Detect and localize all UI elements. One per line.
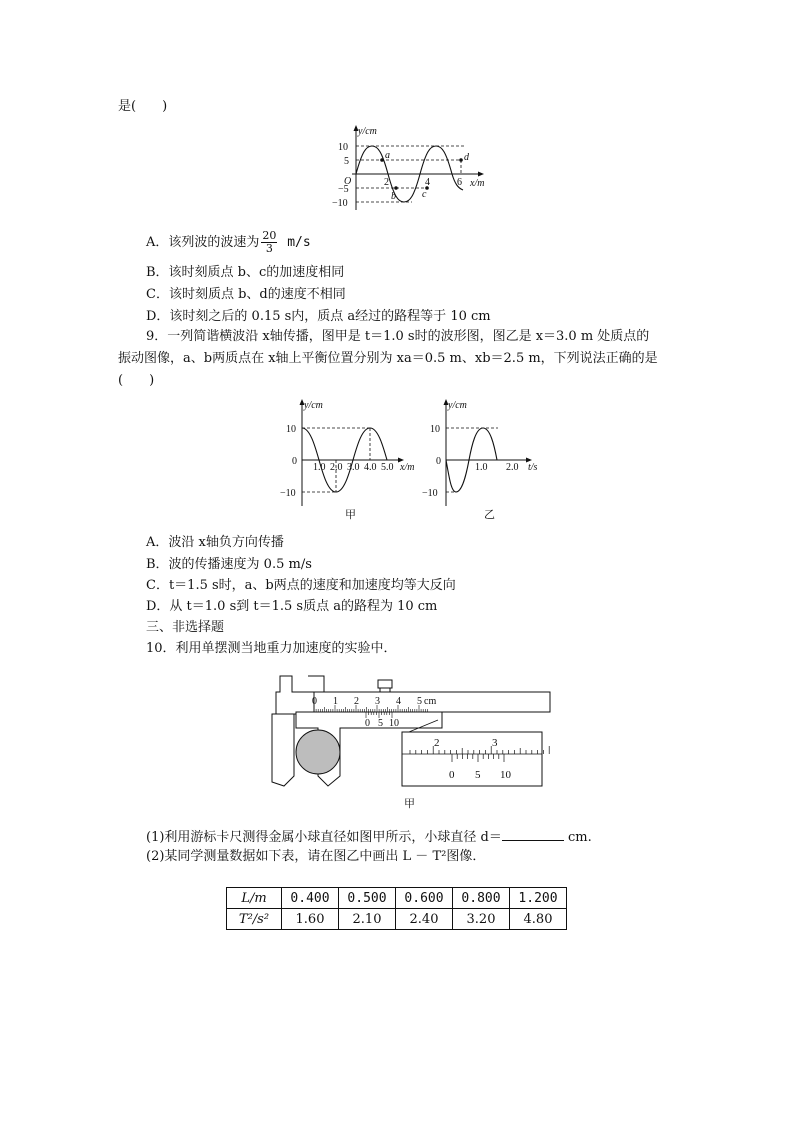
main-tick-3: 3 [375, 696, 380, 707]
q8-x-tick-4: 4 [425, 177, 430, 188]
q9-yi-x-tick-2: 2.0 [506, 462, 519, 473]
q8-point-d: d [464, 152, 469, 163]
q9-yi-y-tick-10: 10 [430, 424, 440, 435]
q9-option-b[interactable]: B．波的传播速度为 0.5 m/s [146, 557, 312, 572]
q9-yi-caption: 乙 [484, 509, 495, 521]
q9-option-c[interactable]: C．t＝1.5 s时，a、b两点的速度和加速度均等大反向 [146, 578, 456, 593]
q9-option-a[interactable]: A．波沿 x轴负方向传播 [146, 535, 284, 550]
table-row-L [227, 888, 567, 909]
q9-jia-x-label: x/m [400, 462, 415, 473]
q8-x-label: x/m [470, 178, 485, 189]
table-header-L: L/m [227, 888, 282, 909]
vernier-tick-5: 5 [378, 718, 383, 729]
q10-stem: 10．利用单摆测当地重力加速度的实验中． [146, 641, 397, 656]
q9-yi-x-label: t/s [528, 462, 538, 473]
q9-yi-x-tick-1: 1.0 [475, 462, 488, 473]
vernier-tick-10: 10 [389, 718, 399, 729]
q8-origin: O [344, 176, 352, 187]
q8-y-tick-10: 10 [338, 142, 348, 153]
table-cell: 0.800 [453, 888, 510, 909]
table-cell: 1.60 [282, 909, 339, 930]
q9-graph-yi [420, 396, 550, 524]
zoom-main-tick-2: 2 [434, 737, 440, 749]
q9-yi-y-tick-0: 0 [436, 456, 441, 467]
q8-option-a-unit: m/s [279, 235, 311, 250]
q9-yi-y-label: y/cm [448, 400, 467, 411]
q8-y-tick-m10: −10 [332, 198, 348, 209]
q8-option-b[interactable]: B．该时刻质点 b、c的加速度相同 [146, 265, 345, 280]
q8-x-tick-2: 2 [384, 177, 389, 188]
q8-option-a-denominator: 3 [265, 242, 273, 255]
main-unit: cm [424, 696, 437, 707]
q9-jia-x-tick-1: 1.0 [313, 462, 326, 473]
table-cell: 4.80 [510, 909, 567, 930]
table-cell: 2.40 [396, 909, 453, 930]
q10-sub1-suffix: cm. [563, 830, 592, 845]
zoom-main-tick-3: 3 [492, 737, 498, 749]
q9-stem-line3: ( ) [118, 373, 155, 388]
q9-option-d[interactable]: D．从 t＝1.0 s到 t＝1.5 s质点 a的路程为 10 cm [146, 599, 438, 614]
main-tick-1: 1 [333, 696, 338, 707]
q8-point-b: b [391, 191, 396, 202]
q9-jia-y-tick-m10: −10 [280, 488, 296, 499]
q8-option-a-numerator: 20 [262, 229, 277, 242]
table-cell: 0.600 [396, 888, 453, 909]
vernier-tick-0: 0 [365, 718, 370, 729]
section-title: 三、非选择题 [146, 620, 225, 635]
q8-stem-tail: 是( ) [118, 99, 168, 114]
q10-sub1-prefix: (1)利用游标卡尺测得金属小球直径如图甲所示，小球直径 d＝ [146, 830, 502, 845]
q8-option-a-prefix: A．该列波的波速为 [146, 235, 260, 250]
table-header-T2: T²/s² [227, 909, 282, 930]
table-cell: 2.10 [339, 909, 396, 930]
q9-jia-x-tick-4: 4.0 [364, 462, 377, 473]
q9-graph-jia [280, 396, 430, 524]
q8-y-tick-m5: −5 [338, 184, 349, 195]
q8-option-d[interactable]: D．该时刻之后的 0.15 s内，质点 a经过的路程等于 10 cm [146, 309, 491, 324]
q9-stem-line1: 9．一列简谐横波沿 x轴传播，图甲是 t＝1.0 s时的波形图，图乙是 x＝3.0 m 处质点的 [146, 329, 650, 344]
zoom-vernier-tick-5: 5 [475, 769, 481, 781]
q9-jia-x-tick-3: 3.0 [347, 462, 360, 473]
main-tick-5: 5 [417, 696, 422, 707]
vernier-caliper-figure [262, 670, 552, 812]
diameter-answer-blank[interactable] [502, 828, 564, 841]
main-tick-0: 0 [312, 696, 317, 707]
zoom-vernier-tick-10: 10 [500, 769, 511, 781]
table-cell: 1.200 [510, 888, 567, 909]
q8-option-a-fraction [261, 230, 277, 255]
table-cell: 0.500 [339, 888, 396, 909]
q8-option-a[interactable] [146, 229, 311, 257]
q8-y-label: y/cm [358, 126, 377, 137]
q9-yi-y-tick-m10: −10 [422, 488, 438, 499]
table-row-T2 [227, 909, 567, 930]
q8-wave-graph [330, 122, 500, 214]
table-cell: 3.20 [453, 909, 510, 930]
zoom-vernier-tick-0: 0 [449, 769, 455, 781]
q10-sub2: (2)某同学测量数据如下表，请在图乙中画出 L － T²图像． [146, 849, 486, 864]
q8-point-c: c [422, 189, 427, 200]
q9-stem-line2: 振动图像，a、b两质点在 x轴上平衡位置分别为 xa＝0.5 m、xb＝2.5 m，下列说法正确的是 [118, 351, 658, 366]
q9-jia-caption: 甲 [345, 509, 356, 521]
table-cell: 0.400 [282, 888, 339, 909]
q10-sub1 [146, 828, 592, 846]
main-tick-2: 2 [354, 696, 359, 707]
q8-point-a: a [385, 150, 390, 161]
q9-jia-y-tick-10: 10 [286, 424, 296, 435]
q9-jia-x-tick-5: 5.0 [381, 462, 394, 473]
q9-jia-y-label: y/cm [304, 400, 323, 411]
caliper-caption: 甲 [404, 798, 415, 810]
q8-x-tick-6: 6 [457, 177, 462, 188]
data-table [226, 887, 567, 930]
q9-jia-x-tick-2: 2.0 [330, 462, 343, 473]
q9-jia-y-tick-0: 0 [292, 456, 297, 467]
q8-option-c[interactable]: C．该时刻质点 b、d的速度不相同 [146, 287, 346, 302]
main-tick-4: 4 [396, 696, 401, 707]
q8-y-tick-5: 5 [344, 156, 349, 167]
